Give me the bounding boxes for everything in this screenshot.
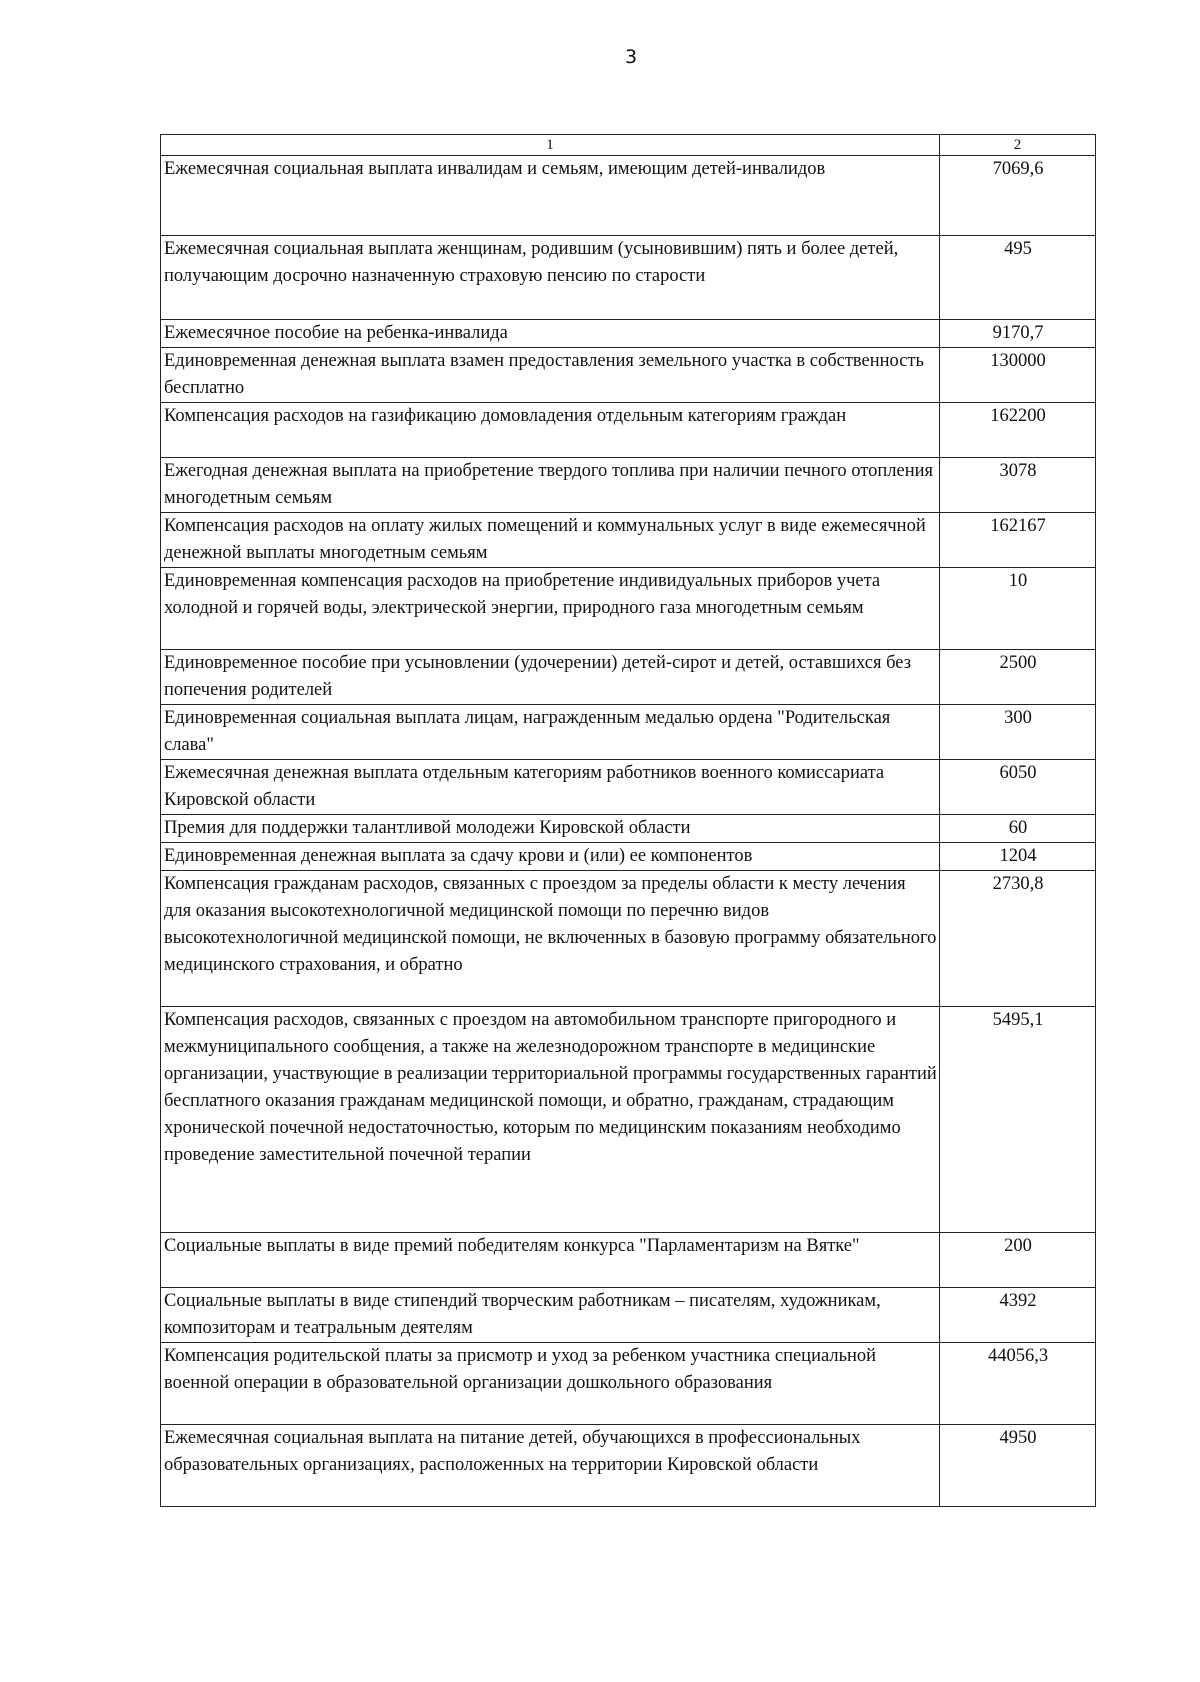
- table-row: [161, 760, 1096, 815]
- row-name: Единовременная социальная выплата лицам, награжденным медалью ордена "Родительская слава": [161, 705, 940, 760]
- row-name: Компенсация расходов на оплату жилых помещений и коммунальных услуг в виде ежемесячной денежной выплаты многодетным семьям: [161, 513, 940, 568]
- table-row: [161, 650, 1096, 705]
- table-row: [161, 843, 1096, 871]
- row-name: Социальные выплаты в виде стипендий творческим работникам – писателям, художникам, композиторам и театральным деятелям: [161, 1288, 940, 1343]
- row-name: Единовременная денежная выплата взамен предоставления земельного участка в собственность бесплатно: [161, 348, 940, 403]
- row-name: Компенсация гражданам расходов, связанных с проездом за пределы области к месту лечения для оказания высокотехнологичной медицинской помощи по перечню видов высокотехнологичной медицинской помощи, не включенных в базовую программу обязательного медицинского страхования, и обратно: [161, 871, 940, 1007]
- table-row: [161, 1007, 1096, 1233]
- table-row: [161, 236, 1096, 320]
- row-value: 4950: [940, 1425, 1096, 1507]
- row-value: 2730,8: [940, 871, 1096, 1007]
- row-value: 60: [940, 815, 1096, 843]
- row-value: 44056,3: [940, 1343, 1096, 1425]
- row-name: Премия для поддержки талантливой молодежи Кировской области: [161, 815, 940, 843]
- table-row: [161, 320, 1096, 348]
- row-value: 3078: [940, 458, 1096, 513]
- table-row: [161, 156, 1096, 236]
- table-row: [161, 1425, 1096, 1507]
- row-name: Ежемесячная социальная выплата инвалидам и семьям, имеющим детей-инвалидов: [161, 156, 940, 236]
- table-row: [161, 705, 1096, 760]
- row-value: 5495,1: [940, 1007, 1096, 1233]
- row-value: 495: [940, 236, 1096, 320]
- row-name: Компенсация родительской платы за присмотр и уход за ребенком участника специальной военной операции в образовательной организации дошкольного образования: [161, 1343, 940, 1425]
- table-row: [161, 348, 1096, 403]
- row-name: Единовременная компенсация расходов на приобретение индивидуальных приборов учета холодной и горячей воды, электрической энергии, природного газа многодетным семьям: [161, 568, 940, 650]
- table-row: [161, 871, 1096, 1007]
- table-row: [161, 815, 1096, 843]
- row-value: 9170,7: [940, 320, 1096, 348]
- table-row: [161, 1343, 1096, 1425]
- row-value: 162167: [940, 513, 1096, 568]
- table-header-row: [161, 135, 1096, 156]
- row-value: 4392: [940, 1288, 1096, 1343]
- table-row: [161, 568, 1096, 650]
- row-value: 200: [940, 1233, 1096, 1288]
- row-value: 6050: [940, 760, 1096, 815]
- payments-table: [160, 134, 1096, 1507]
- row-name: Ежемесячная социальная выплата на питание детей, обучающихся в профессиональных образовательных организациях, расположенных на территории Кировской области: [161, 1425, 940, 1507]
- row-name: Ежемесячная денежная выплата отдельным категориям работников военного комиссариата Кировской области: [161, 760, 940, 815]
- row-value: 1204: [940, 843, 1096, 871]
- row-name: Ежемесячная социальная выплата женщинам, родившим (усыновившим) пять и более детей, получающим досрочно назначенную страховую пенсию по старости: [161, 236, 940, 320]
- row-name: Ежемесячное пособие на ребенка-инвалида: [161, 320, 940, 348]
- row-name: Компенсация расходов, связанных с проездом на автомобильном транспорте пригородного и межмуниципального сообщения, а также на железнодорожном транспорте в медицинские организации, участвующие в реализации территориальной программы государственных гарантий бесплатного оказания гражданам медицинской помощи, и обратно, гражданам, страдающим хронической почечной недостаточностью, которым по медицинским показаниям необходимо проведение заместительной почечной терапии: [161, 1007, 940, 1233]
- table-row: [161, 403, 1096, 458]
- row-name: Единовременная денежная выплата за сдачу крови и (или) ее компонентов: [161, 843, 940, 871]
- row-name: Единовременное пособие при усыновлении (удочерении) детей-сирот и детей, оставшихся без попечения родителей: [161, 650, 940, 705]
- table-row: [161, 1233, 1096, 1288]
- table-row: [161, 1288, 1096, 1343]
- column-header-2: 2: [940, 135, 1096, 156]
- row-name: Социальные выплаты в виде премий победителям конкурса "Парламентаризм на Вятке": [161, 1233, 940, 1288]
- row-value: 130000: [940, 348, 1096, 403]
- table-row: [161, 458, 1096, 513]
- row-value: 300: [940, 705, 1096, 760]
- column-header-1: 1: [161, 135, 940, 156]
- row-value: 10: [940, 568, 1096, 650]
- page-number: 3: [624, 46, 638, 68]
- table-row: [161, 513, 1096, 568]
- row-value: 162200: [940, 403, 1096, 458]
- row-value: 7069,6: [940, 156, 1096, 236]
- row-value: 2500: [940, 650, 1096, 705]
- row-name: Ежегодная денежная выплата на приобретение твердого топлива при наличии печного отопления многодетным семьям: [161, 458, 940, 513]
- row-name: Компенсация расходов на газификацию домовладения отдельным категориям граждан: [161, 403, 940, 458]
